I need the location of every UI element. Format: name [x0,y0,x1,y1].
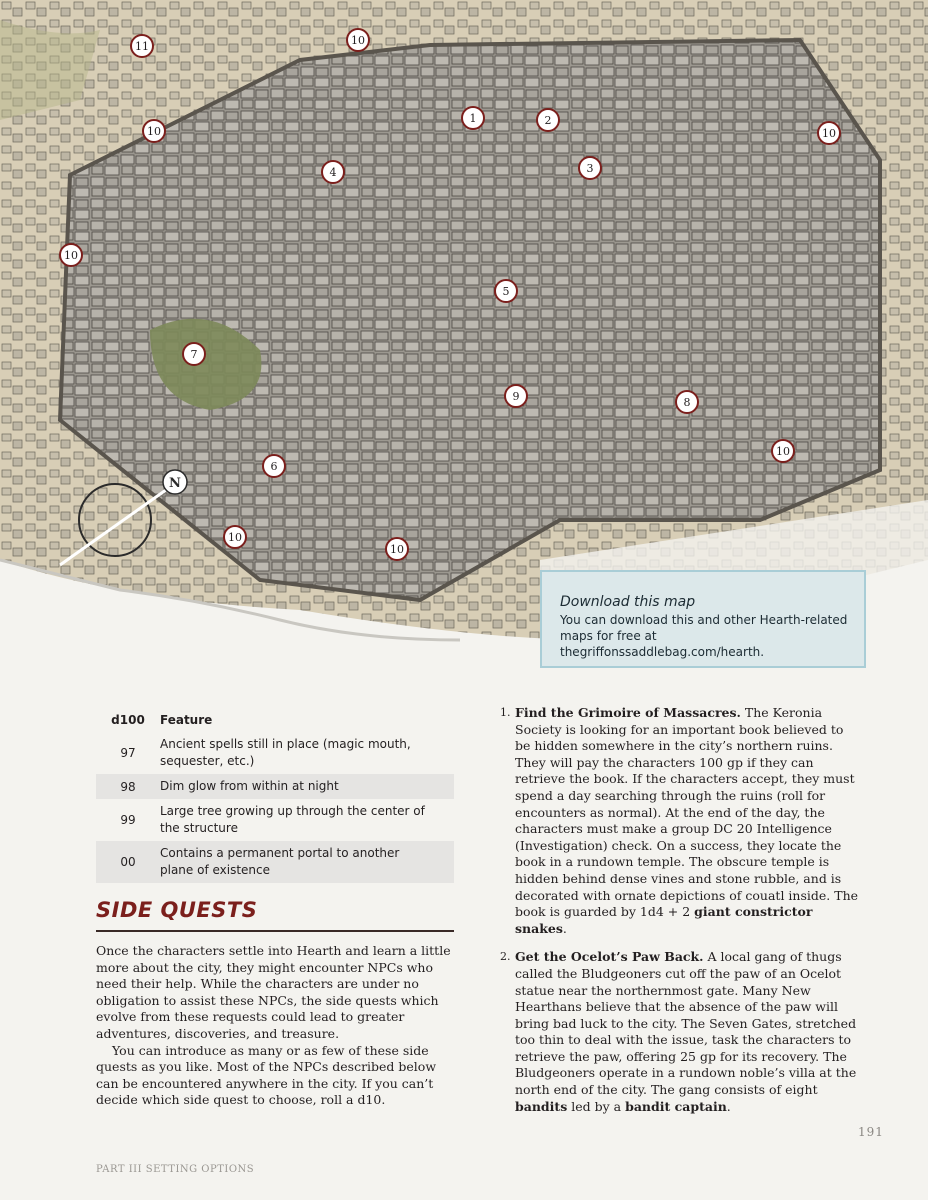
map-marker-label: 10 [64,249,78,262]
compass-north-label: N [169,476,181,491]
row-feature: Dim glow from within at night [160,779,339,793]
quest-number: 2. [500,950,511,964]
table-row [96,732,454,774]
map-marker-label: 7 [190,348,198,361]
map-marker-label: 6 [270,460,278,473]
map-marker-label: 10 [351,34,365,47]
map-marker-label: 11 [135,40,149,53]
d100-feature-table [96,708,454,883]
map-marker-label: 9 [512,390,520,403]
intro-paragraph-1: Once the characters settle into Hearth and learn a little more about the city, they might encounter NPCs who need their help. While the characters are under no obligation to assist these NPCs, the side quests which evolve from these requests could lead to greater adventures, discoveries, and treasure. [96,943,451,1041]
row-roll: 00 [120,855,136,869]
map-marker-label: 8 [683,396,691,409]
header-feature: Feature [160,712,213,727]
quest-title: Get the Ocelot’s Paw Back. [515,949,704,965]
row-feature: Large tree growing up through the center of the structure [160,804,425,835]
quest-monster: bandits [515,1098,568,1114]
footer-section: PART III SETTING OPTIONS [96,1164,255,1175]
quest-monster: bandit captain [625,1098,727,1114]
map-marker-label: 1 [469,112,477,125]
table-row [96,799,454,841]
quest-list [500,705,860,1127]
download-map-box [540,570,866,668]
quest-title: Find the Grimoire of Massacres. [515,705,741,720]
table-row [96,774,454,799]
map-marker-label: 4 [329,166,337,179]
quest-item [500,949,860,1115]
quest-text: A local gang of thugs called the Bludgeoners cut off the paw of an Ocelot statue near the northernmost gate. Many New Hearthans believe that the absence of the paw will bring bad luck to the city. The Seven Gates, stretched too thin to deal with the issue, task the characters to retrieve the paw, offering 25 gp for its recovery. The Bludgeoners operate in a rundown noble’s villa at the north end of the city. The gang consists of eight [515,949,857,1098]
heading-rule [96,930,454,932]
side-quests-heading: SIDE QUESTS [96,898,258,922]
row-roll: 98 [120,779,136,794]
quest-text-mid: led by a [571,1098,622,1114]
table-row [96,841,454,883]
row-feature: Contains a permanent portal to another plane of existence [160,846,400,877]
header-d100: d100 [111,713,145,727]
map-marker-label: 10 [228,531,242,544]
download-title: Download this map [560,594,696,610]
map-marker-label: 10 [822,127,836,140]
map-marker-label: 10 [776,445,790,458]
row-roll: 99 [120,813,136,827]
row-roll: 97 [120,746,136,760]
map-marker-label: 5 [502,285,510,298]
map-marker-label: 3 [586,162,594,175]
quest-end: . [726,1098,731,1114]
quest-end: . [562,920,567,936]
map-marker-label: 2 [544,114,552,127]
map-marker-label: 10 [390,543,404,556]
quest-body [515,949,860,1115]
quest-monster: giant constrictor snakes [515,904,813,936]
download-text: You can download this and other Hearth-related maps for free at thegriffonssaddlebag.com/hearth. [560,613,848,659]
quest-text: The Keronia Society is looking for an important book believed to be hidden somewhere in the city’s northern ruins. They will pay the characters 100 gp if they can retrieve the book. If the characters accept, they must spend a day searching through the ruins (roll for encounters as normal). At the end of the day, the characters must make a group DC 20 Intelligence (Investigation) check. On a success, they locate the book in a rundown temple. The obscure temple is hidden behind dense vines and stone rubble, and is decorated with ornate depictions of couatl inside. The book is guarded by 1d4 + 2 [515,705,859,920]
side-quests-intro [96,943,454,1109]
intro-paragraph-2: You can introduce as many or as few of these side quests as you like. Most of the NPCs described below can be encountered anywhere in the city. If you can’t decide which side quest to choose, roll a d10. [96,1042,437,1108]
quest-number: 1. [500,706,511,719]
table-header [96,708,454,732]
row-feature: Ancient spells still in place (magic mouth, sequester, etc.) [160,737,411,768]
page-number: 191 [858,1125,884,1139]
quest-body [515,705,860,937]
quest-item [500,705,860,937]
map-marker-label: 10 [147,125,161,138]
